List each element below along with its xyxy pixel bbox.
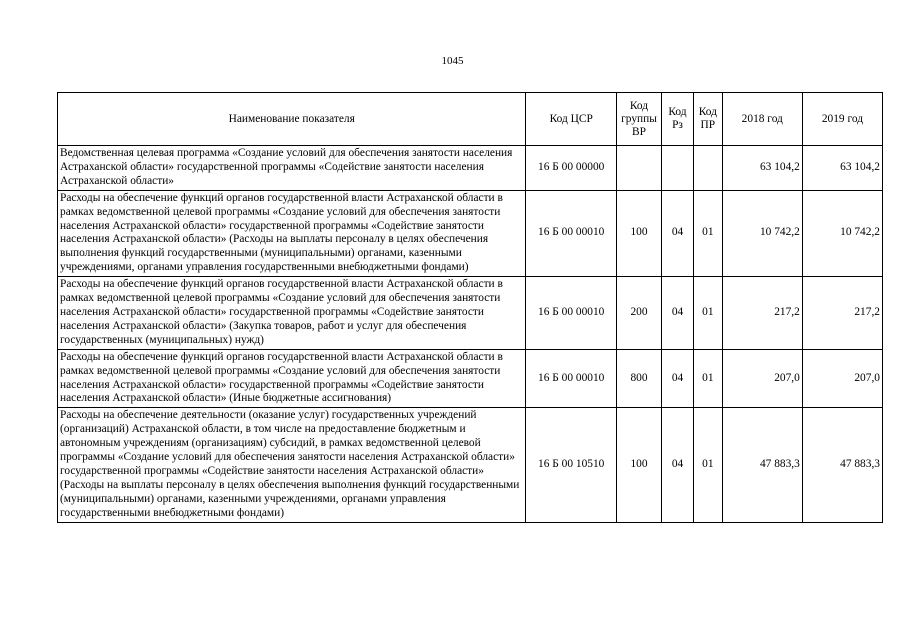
row-vr: 200 [616,277,661,350]
row-2018: 47 883,3 [722,408,802,522]
row-name: Расходы на обеспечение деятельности (оказание услуг) государственных учреждений (организаций) Астраханской области, в том числе на предоставление бюджетным и автономным учреждениям (организациям) субсидий, в рамках ведомственной целевой программы «Создание условий для обеспечения занятости населения Астраханской области» государственной программы «Содействие занятости населения Астраханской области» (Расходы на выплаты персоналу в целях обеспечения выполнения функций государственными (муниципальными) органами, казенными учреждениями, органами управления государственными внебюджетными фондами) [58,408,526,522]
row-vr: 100 [616,408,661,522]
table-row [58,408,883,522]
row-csr: 16 Б 00 10510 [526,408,616,522]
row-rz: 04 [662,277,694,350]
row-pr: 01 [693,190,722,276]
header-csr: Код ЦСР [526,93,616,146]
row-rz: 04 [662,408,694,522]
row-2019: 207,0 [802,349,882,408]
row-vr: 800 [616,349,661,408]
row-name: Ведомственная целевая программа «Создание условий для обеспечения занятости населения Астраханской области» государственной программы «Содействие занятости населения Астраханской области» [58,146,526,191]
row-csr: 16 Б 00 00010 [526,349,616,408]
row-vr: 100 [616,190,661,276]
row-2018: 10 742,2 [722,190,802,276]
row-pr: 01 [693,277,722,350]
row-2019: 10 742,2 [802,190,882,276]
row-name: Расходы на обеспечение функций органов государственной власти Астраханской области в рамках ведомственной целевой программы «Создание условий для обеспечения занятости населения Астраханской области» государственной программы «Содействие занятости населения Астраханской области» (Иные бюджетные ассигнования) [58,349,526,408]
row-2018: 217,2 [722,277,802,350]
table-row [58,146,883,191]
table-header-row [58,93,883,146]
row-pr: 01 [693,349,722,408]
row-pr: 01 [693,408,722,522]
row-csr: 16 Б 00 00000 [526,146,616,191]
table-row [58,349,883,408]
row-vr [616,146,661,191]
header-pr: Код ПР [693,93,722,146]
header-vr: Код группы ВР [616,93,661,146]
header-rz: Код Рз [662,93,694,146]
row-rz [662,146,694,191]
page-number: 1045 [441,55,464,67]
row-pr [693,146,722,191]
row-rz: 04 [662,349,694,408]
header-2018: 2018 год [722,93,802,146]
row-2018: 63 104,2 [722,146,802,191]
row-2018: 207,0 [722,349,802,408]
row-2019: 63 104,2 [802,146,882,191]
row-name: Расходы на обеспечение функций органов государственной власти Астраханской области в рамках ведомственной целевой программы «Создание условий для обеспечения занятости населения Астраханской области» государственной программы «Содействие занятости населения Астраханской области» (Закупка товаров, работ и услуг для обеспечения государственных (муниципальных) нужд) [58,277,526,350]
row-csr: 16 Б 00 00010 [526,190,616,276]
table-row [58,277,883,350]
row-csr: 16 Б 00 00010 [526,277,616,350]
row-2019: 217,2 [802,277,882,350]
row-2019: 47 883,3 [802,408,882,522]
budget-table [57,92,883,523]
table-row [58,190,883,276]
row-name: Расходы на обеспечение функций органов государственной власти Астраханской области в рамках ведомственной целевой программы «Создание условий для обеспечения занятости населения Астраханской области» государственной программы «Содействие занятости населения Астраханской области» (Расходы на выплаты персоналу в целях обеспечения выполнения функций государственными (муниципальными) органами, казенными учреждениями, органами управления государственными внебюджетными фондами) [58,190,526,276]
header-name: Наименование показателя [58,93,526,146]
header-2019: 2019 год [802,93,882,146]
row-rz: 04 [662,190,694,276]
